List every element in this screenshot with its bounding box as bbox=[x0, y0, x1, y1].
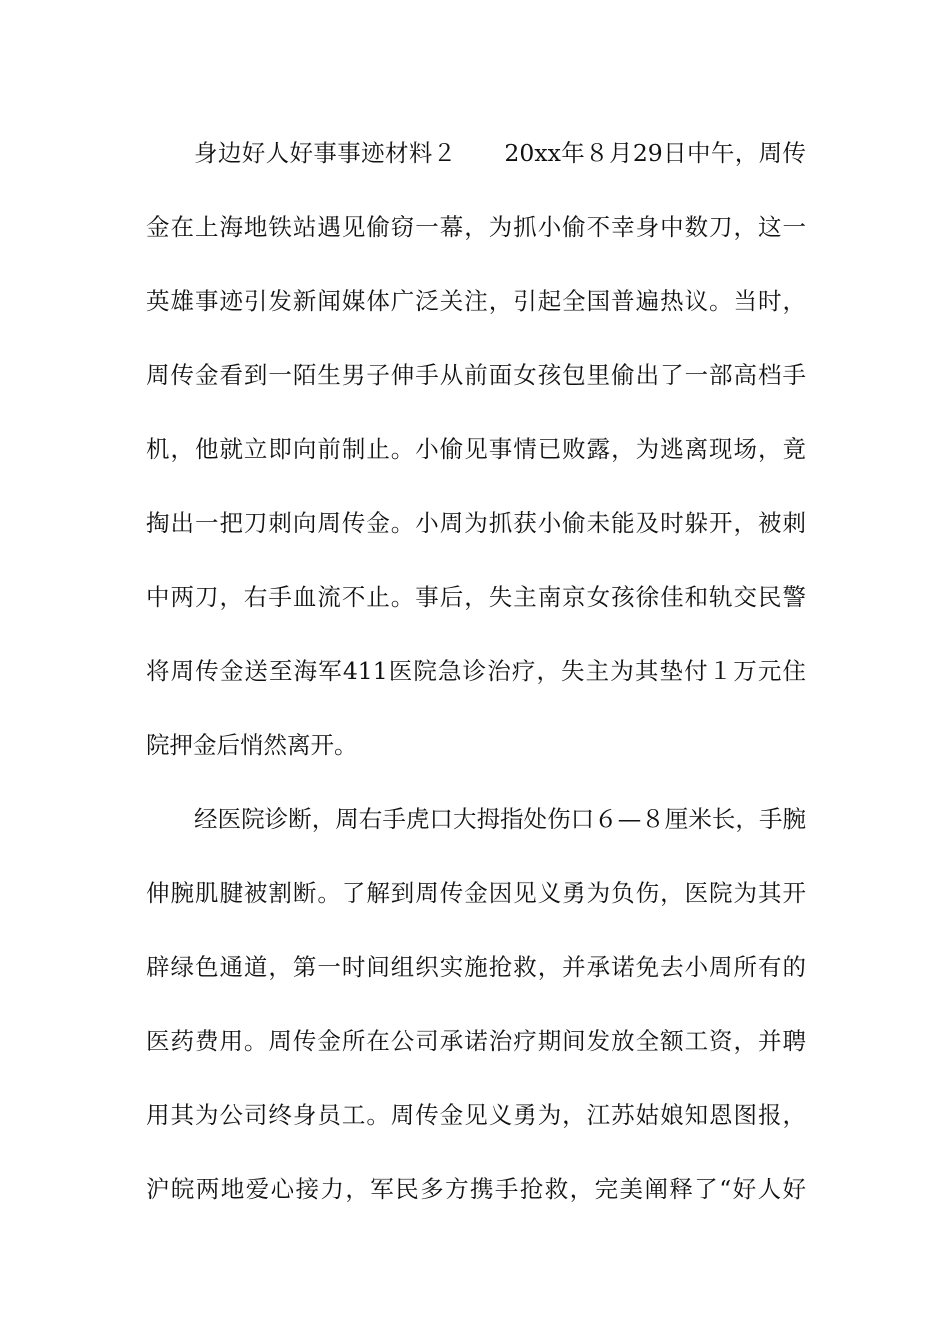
paragraph-2-line-2: 伸腕肌腱被割断。了解到周传金因见义勇为负伤，医院为其开 bbox=[146, 879, 806, 907]
paragraph-1-line-8: 将周传金送至海军411医院急诊治疗，失主为其垫付１万元住 bbox=[146, 657, 806, 685]
paragraph-2-line-6: 沪皖两地爱心接力，军民多方携手抢救，完美阐释了“好人好 bbox=[146, 1175, 806, 1203]
paragraph-2-line-5: 用其为公司终身员工。周传金见义勇为，江苏姑娘知恩图报， bbox=[146, 1101, 806, 1129]
paragraph-1-line-6: 掏出一把刀刺向周传金。小周为抓获小偷未能及时躲开，被刺 bbox=[146, 509, 806, 537]
paragraph-1-line-2: 金在上海地铁站遇见偷窃一幕，为抓小偷不幸身中数刀，这一 bbox=[146, 213, 806, 241]
paragraph-2-line-1: 经医院诊断，周右手虎口大拇指处伤口６—８厘米长，手腕 bbox=[194, 805, 806, 833]
paragraph-2-line-3: 辟绿色通道，第一时间组织实施抢救，并承诺免去小周所有的 bbox=[146, 953, 806, 981]
paragraph-1-line-3: 英雄事迹引发新闻媒体广泛关注，引起全国普遍热议。当时， bbox=[146, 287, 806, 315]
paragraph-1-line-1: 身边好人好事事迹材料２ 20xx年８月29日中午，周传 bbox=[194, 139, 806, 167]
paragraph-1-line-5: 机，他就立即向前制止。小偷见事情已败露，为逃离现场，竟 bbox=[146, 435, 806, 463]
paragraph-2-line-4: 医药费用。周传金所在公司承诺治疗期间发放全额工资，并聘 bbox=[146, 1027, 806, 1055]
paragraph-1-line-9: 院押金后悄然离开。 bbox=[146, 731, 358, 759]
paragraph-1-line-7: 中两刀，右手血流不止。事后，失主南京女孩徐佳和轨交民警 bbox=[146, 583, 806, 611]
paragraph-1-line-4: 周传金看到一陌生男子伸手从前面女孩包里偷出了一部高档手 bbox=[146, 361, 806, 389]
